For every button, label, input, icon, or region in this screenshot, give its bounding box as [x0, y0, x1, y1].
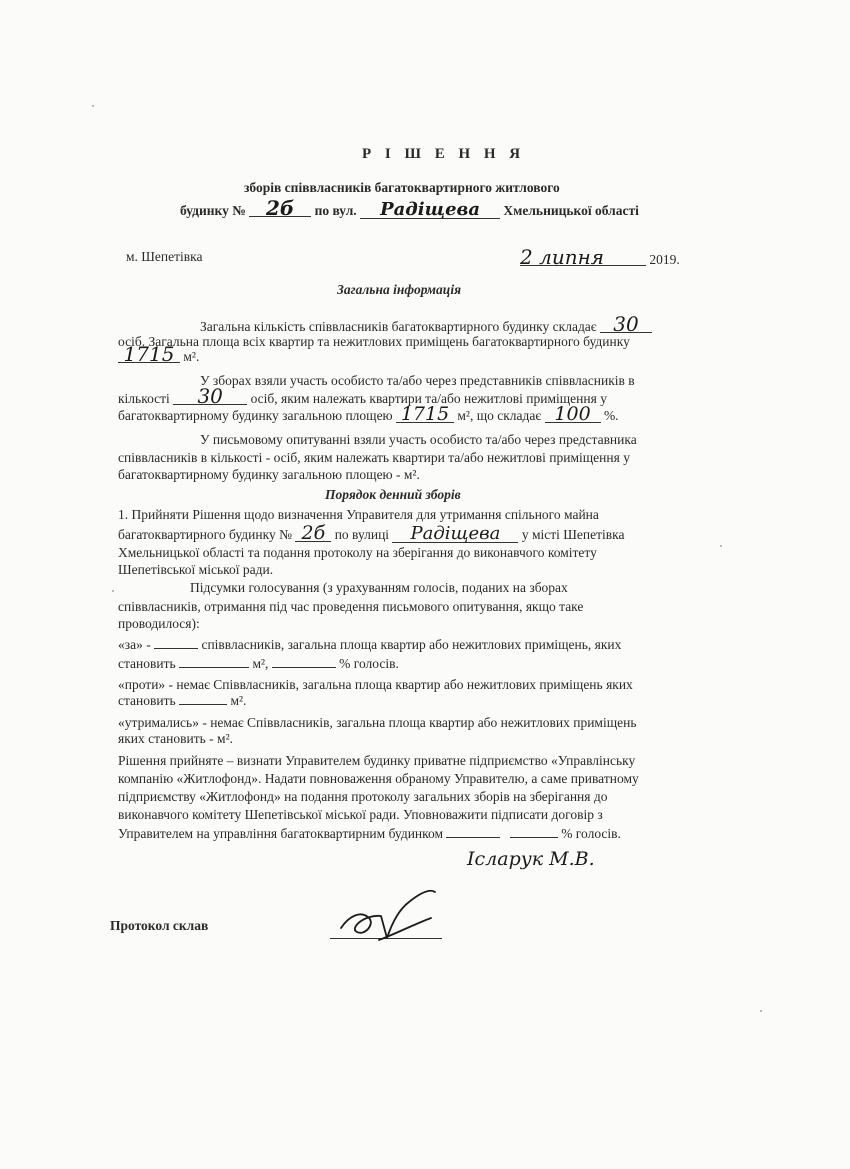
- decision-line2: компанію «Житлофонд». Надати повноваження обраному Управителю, а саме приватному: [118, 771, 639, 786]
- agenda-heading: Порядок денний зборів: [325, 487, 461, 502]
- participants-area: 1715: [396, 406, 454, 423]
- vote-for-line1: «за» - співвласників, загальна площа квартир або нежитлових приміщень, яких: [118, 637, 622, 652]
- scan-speck: [92, 105, 94, 107]
- agenda-street: Радіщева: [392, 526, 518, 543]
- document-subtitle: зборів співвласників багатоквартирного житлового: [244, 180, 560, 195]
- house-label: будинку №: [180, 203, 246, 218]
- agenda-item1-line1: 1. Прийняти Рішення щодо визначення Управителя для утримання спільного майна: [118, 507, 599, 522]
- decision-line4: виконавчого комітету Шепетівської міської ради. Уповноважити підписати договір з: [118, 807, 603, 822]
- blank-field: [179, 704, 227, 705]
- agenda-house-number: 2б: [295, 525, 331, 542]
- results-line3: проводилося):: [118, 616, 200, 631]
- date: [520, 245, 680, 269]
- place: м. Шепетівка: [126, 249, 203, 264]
- street-label: по вул.: [314, 203, 357, 218]
- house-number-handwritten: 2б: [249, 200, 311, 217]
- general-p2-line3: багатоквартирному будинку загальною площею 1715 м², що складає 100 %.: [118, 403, 619, 425]
- co-owners-count: 30: [600, 316, 652, 333]
- general-p3-line2: співвласників в кількості - осіб, яким належать квартири та/або нежитлові приміщення у: [118, 450, 630, 465]
- general-p1-line1: Загальна кількість співвласників багатоквартирного будинку складає 30: [200, 316, 652, 335]
- general-p3-line1: У письмовому опитуванні взяли участь особисто та/або через представника: [200, 432, 637, 447]
- protocol-label: Протокол склав: [110, 918, 209, 933]
- results-line2: співвласників, отримання під час проведення письмового опитування, якщо таке: [118, 599, 584, 614]
- blank-field: [446, 837, 500, 838]
- general-heading: Загальна інформація: [337, 282, 462, 297]
- handwritten-signer-name: Ісларук М.В.: [467, 848, 595, 870]
- general-p2-line2: кількості 30 осіб, яким належать квартири та/або нежитлові приміщення у: [118, 384, 607, 408]
- vote-abstain-line2: яких становить - м².: [118, 731, 234, 746]
- vote-abstain-line1: «утримались» - немає Співвласників, загальна площа квартир або нежитлових приміщень: [118, 715, 637, 730]
- decision-line5: Управителем на управління багатоквартирним будинком % голосів.: [118, 826, 621, 841]
- date-year: 2019.: [649, 252, 680, 267]
- agenda-item1-line3: Хмельницької області та подання протоколу на зберігання до виконавчого комітету: [118, 545, 597, 560]
- scan-speck: [720, 545, 722, 547]
- participants-count: 30: [173, 388, 247, 405]
- agenda-item1-line2: багатоквартирного будинку № 2б по вулиці Радіщева у місті Шепетівка: [118, 522, 625, 544]
- agenda-item1-line4: Шепетівської міської ради.: [118, 562, 274, 577]
- document-title: Р І Ш Е Н Н Я: [362, 146, 526, 162]
- signature-mark: [335, 880, 445, 950]
- total-area: 1715: [118, 346, 180, 363]
- general-p1-line2: осіб. Загальна площа всіх квартир та нежитлових приміщень багатоквартирного будинку: [118, 334, 630, 349]
- date-handwritten: 2 липня: [520, 249, 646, 266]
- general-p2-line1: У зборах взяли участь особисто та/або через представників співвласників в: [200, 373, 635, 388]
- general-p1-line3: 1715 м².: [118, 346, 199, 365]
- street-handwritten: Радіщева: [360, 202, 500, 219]
- vote-against-line2: становить м².: [118, 693, 247, 708]
- vote-for-line2: становить м², % голосів.: [118, 656, 399, 671]
- blank-field: [510, 837, 558, 838]
- address-line: [180, 196, 639, 220]
- region-label: Хмельницької області: [503, 203, 639, 218]
- participants-percent: 100: [545, 406, 601, 423]
- blank-field: [272, 667, 336, 668]
- blank-field: [179, 667, 249, 668]
- results-line1: Підсумки голосування (з урахуванням голосів, поданих на зборах: [190, 580, 568, 595]
- scan-speck: [112, 590, 114, 592]
- vote-against-line1: «проти» - немає Співвласників, загальна площа квартир або нежитлових приміщень яких: [118, 677, 633, 692]
- decision-line1: Рішення прийняте – визнати Управителем будинку приватне підприємство «Управлінську: [118, 753, 636, 768]
- blank-field: [154, 648, 198, 649]
- decision-line3: підприємству «Житлофонд» на подання протоколу загальних зборів на зберігання до: [118, 789, 608, 804]
- scan-speck: [760, 1010, 762, 1012]
- general-p3-line3: багатоквартирному будинку загальною площею - м².: [118, 467, 420, 482]
